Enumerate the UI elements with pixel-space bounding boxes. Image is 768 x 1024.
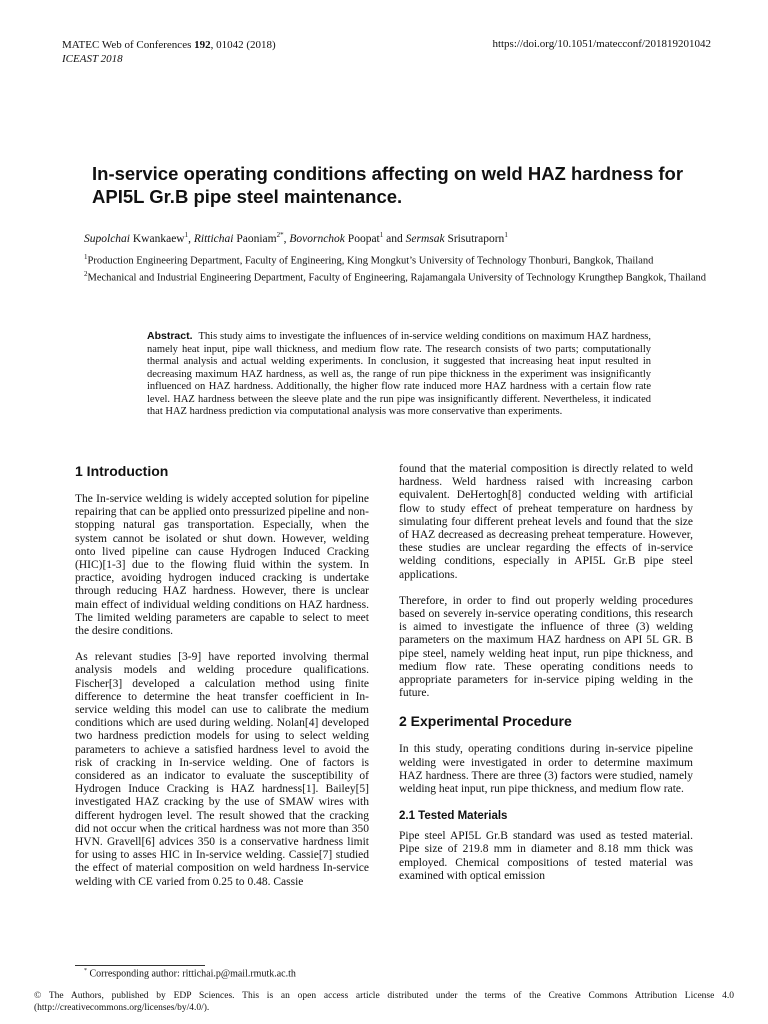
paragraph: The In-service welding is widely accepted solution for pipeline repairing that can be applied onto pressurized pipeline and non-stopping natural gas transportation. Especially, when the system cannot be isolated or shut down. However, welding onto lived pipeline can cause Hydrogen Induced Cracking (HIC)[1-3] due to the flowing fluid within the system. In practice, avoiding hydrogen induced cracking is undertake through reducing HAZ hardness. However, there is unclear main effect of individual welding conditions on HAZ hardness. The limited welding parameters are capable to select to meet the desire conditions.: [75, 493, 369, 638]
license-notice: © The Authors, published by EDP Sciences. This is an open access article distributed under the terms of the Creative Commons Attribution License 4.0 (http://creativecommons.org/licenses/by/4.0/).: [34, 991, 734, 1013]
paragraph: found that the material composition is directly related to weld hardness. Weld hardness raised with increasing carbon equivalent. DeHertogh[8] conducted welding with artificial flow to study effect of preheat temperature on hardness by simulating four different preheat levels and found that the size of HAZ decreased as decreasing preheat temperature. However, these studies are unclear regarding the effects of in-service welding conditions, especially in API5L Gr.B pipe steel applications.: [399, 463, 693, 581]
subsection-heading-materials: 2.1 Tested Materials: [399, 810, 508, 823]
paper-title: In-service operating conditions affecting on weld HAZ hardness for API5L Gr.B pipe steel maintenance.: [92, 163, 684, 207]
author-separator: ,: [283, 232, 290, 245]
affiliation: [84, 251, 706, 268]
author-list: [84, 231, 508, 245]
author-affil-mark: 1: [184, 231, 189, 239]
author-given-name: Sermsak: [405, 232, 445, 245]
article-number: , 01042 (2018): [210, 39, 276, 51]
journal-volume: 192: [194, 39, 211, 51]
corresponding-author-footnote: [84, 968, 296, 979]
affil-text: Mechanical and Industrial Engineering Department, Faculty of Engineering, Rajamangala University of Technology Krungthep Bangkok, Thailand: [87, 272, 706, 283]
section-heading-experimental: 2 Experimental Procedure: [399, 713, 572, 730]
author-given-name: Rittichai: [193, 232, 234, 245]
author-separator: ,: [188, 232, 194, 245]
paragraph: In this study, operating conditions during in-service pipeline welding were investigated in order to determine maximum HAZ hardness. There are three (3) factors were studied, namely welding heat input, run pipe thickness, and medium flow rate.: [399, 743, 693, 796]
paragraph: Therefore, in order to find out properly welding procedures based on severely in-service operating conditions, this research is aimed to investigate the influence of three (3) welding parameters on the maximum HAZ hardness on API 5L GR. B pipe steel, namely welding heat input, run pipe thickness, and medium flow rate. These operating conditions needs to appropriate parameters for in-service piping welding in the future.: [399, 594, 693, 700]
affil-text: Production Engineering Department, Faculty of Engineering, King Mongkut’s University of Technology Thonburi, Bangkok, Thailand: [87, 255, 654, 267]
author-family-name: Srisutraporn: [444, 232, 505, 245]
affiliation: [84, 268, 706, 285]
left-column: [75, 463, 369, 902]
affil-mark: 1: [84, 253, 88, 261]
abstract-label: Abstract.: [147, 330, 193, 342]
conference-name: ICEAST 2018: [62, 53, 123, 65]
doi-link[interactable]: https://doi.org/10.1051/matecconf/201819201042: [492, 38, 711, 50]
footnote-divider: [75, 965, 205, 966]
author-given-name: Supolchai: [84, 232, 130, 245]
right-column: [399, 463, 693, 896]
abstract: [147, 330, 651, 419]
author-affil-mark: 1: [379, 231, 384, 239]
affil-mark: 2: [84, 269, 88, 278]
paragraph: Pipe steel API5L Gr.B standard was used as tested material. Pipe size of 219.8 mm in diameter and 8.18 mm thick was employed. Chemical compositions of tested material was examined with optical emission: [399, 830, 693, 882]
author-given-name: Bovornchok: [289, 232, 345, 245]
journal-header: [62, 38, 276, 66]
author-affil-mark: 1: [504, 231, 508, 239]
journal-name: MATEC Web of Conferences: [62, 39, 192, 51]
author-affil-mark: 2*: [276, 231, 284, 239]
author-family-name: Poopat: [344, 232, 380, 245]
abstract-text: This study aims to investigate the influences of in-service welding conditions on maximum HAZ hardness, namely heat input, pipe wall thickness, and medium flow rate. The research consists of two parts; computationally thermal analysis and actual welding experiments. In conclusion, it suggested that increasing heat input resulted in decreasing maximum HAZ hardness, as well as, the range of run pipe thickness in the experiment was insignificantly influenced on HAZ hardness. Additionally, the higher flow rate induced more HAZ hardness with a certain flow rate level. HAZ hardness between the sleeve plate and the run pipe was insignificantly different. Nevertheless, it indicated that HAZ hardness prediction via computational analysis was more conservative than experiments.: [147, 331, 651, 417]
paragraph: As relevant studies [3-9] have reported involving thermal analysis models and welding procedure qualifications. Fischer[3] developed a calculation method using finite difference to determine the heat transfer coefficient in In-service welding this model can use to calibrate the medium conditions which are used during welding. Nolan[4] developed two hardness prediction models for using to select welding parameters to achieve a satisfied hardness level to avoid the risk of cracking in In-service welding. One of factors is considered as an indicator to evaluate the susceptibility of Hydrogen Induce Cracking is HAZ hardness[1]. Bailey[5] investigated HAZ cracking by the use of SMAW wires with different hydrogen level. The result showed that the cracking did not occur when the critical hardness was not more than 350 HVN. Gravell[6] advices 350 is a conservative hardness limit for using to asses HIC in In-service welding. Cassie[7] studied the effect of material composition on weld hardness In-service welding with CE varied from 0.25 to 0.48. Cassie: [75, 651, 369, 888]
footnote-mark: *: [84, 968, 87, 974]
footnote-text: Corresponding author: rittichai.p@mail.rmutk.ac.th: [87, 968, 296, 980]
affiliations: [84, 251, 706, 284]
author-separator: and: [383, 232, 406, 245]
author-family-name: Kwankaew: [130, 232, 185, 245]
section-heading-introduction: 1 Introduction: [75, 463, 169, 479]
author-family-name: Paoniam: [233, 232, 277, 245]
